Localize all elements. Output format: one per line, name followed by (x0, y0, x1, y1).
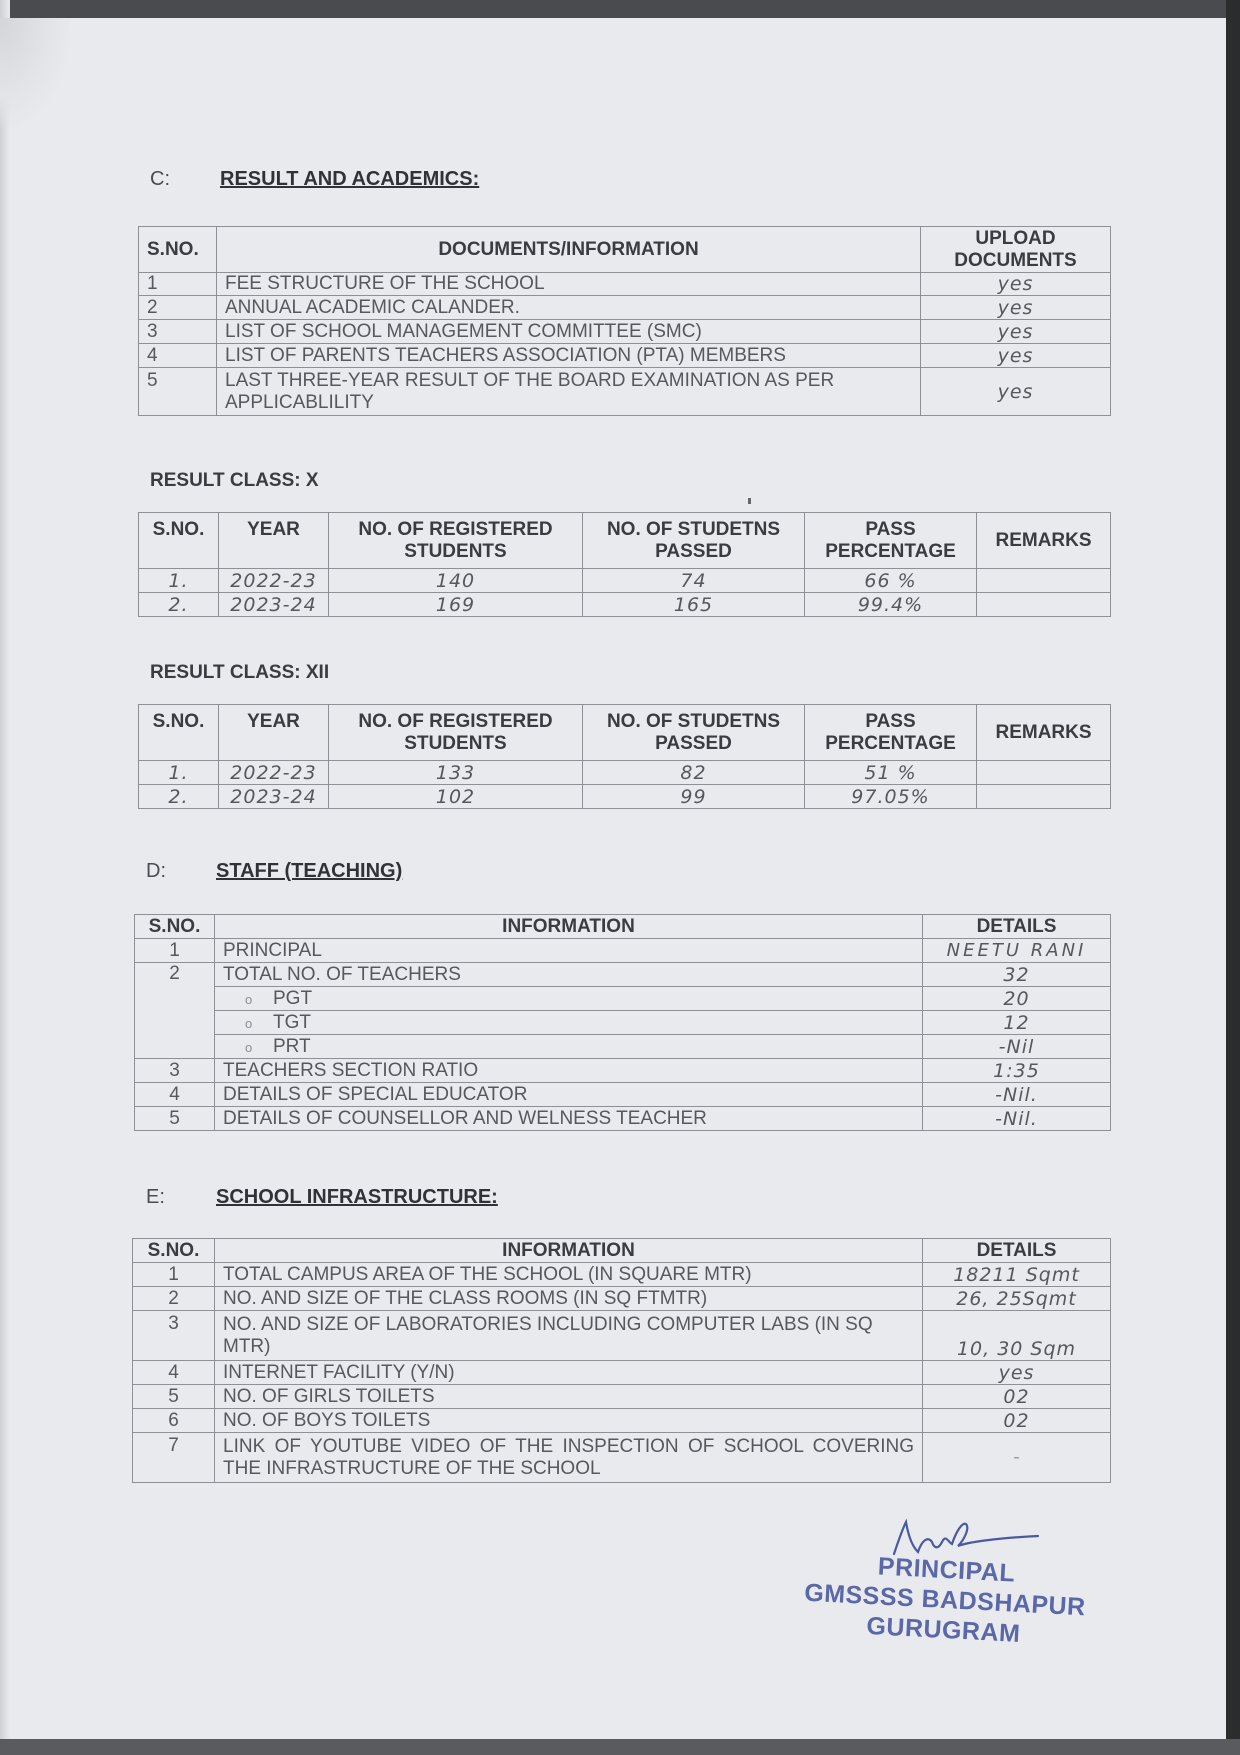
col-header-sno: S.NO. (139, 227, 217, 273)
col-header-percentage: PASS PERCENTAGE (805, 513, 977, 569)
row-remarks (977, 761, 1111, 785)
result-class-xii-heading: RESULT CLASS: XII (150, 662, 330, 683)
row-percentage: 51 % (805, 761, 977, 785)
row-remarks (977, 569, 1111, 593)
row-sno: 1 (139, 273, 217, 296)
row-upload-handwritten: yes (921, 296, 1111, 320)
row-sno: 4 (133, 1361, 215, 1385)
col-header-registered: NO. OF REGISTERED STUDENTS (329, 705, 583, 761)
table-row (139, 368, 1111, 416)
col-header-documents: DOCUMENTS/INFORMATION (217, 227, 921, 273)
section-title: SCHOOL INFRASTRUCTURE: (216, 1186, 498, 1208)
table-row (135, 939, 1111, 963)
row-passed: 82 (583, 761, 805, 785)
row-registered: 140 (329, 569, 583, 593)
col-header-passed: NO. OF STUDETNS PASSED (583, 513, 805, 569)
photo-edge-left (0, 0, 10, 1755)
table-row (133, 1385, 1111, 1409)
row-details-handwritten: -Nil. (923, 1083, 1111, 1107)
row-info-label: TGT (273, 1011, 311, 1033)
table-row (135, 1059, 1111, 1083)
section-letter: C: (150, 168, 170, 190)
row-info: NO. OF GIRLS TOILETS (215, 1385, 923, 1409)
table-row (139, 273, 1111, 296)
row-sno: 7 (133, 1433, 215, 1483)
section-c-heading (150, 168, 479, 191)
table-row (135, 1011, 1111, 1035)
table-row (139, 320, 1111, 344)
table-header-row (135, 915, 1111, 939)
table-row (133, 1263, 1111, 1287)
photo-edge-right (1226, 0, 1240, 1755)
row-sno: 1. (139, 761, 219, 785)
table-row (135, 1083, 1111, 1107)
stamp-line-3: GURUGRAM (865, 1611, 1022, 1648)
row-details-handwritten: 20 (923, 987, 1111, 1011)
row-sno: 1 (135, 939, 215, 963)
section-e-heading (146, 1186, 498, 1209)
table-row (139, 344, 1111, 368)
row-sno: 1 (133, 1263, 215, 1287)
table-row (139, 761, 1111, 785)
photo-edge-bottom (0, 1739, 1240, 1755)
row-upload-handwritten: yes (921, 368, 1111, 416)
staff-teaching-table (134, 914, 1111, 1131)
section-title: STAFF (TEACHING) (216, 860, 403, 882)
row-upload-handwritten: yes (921, 273, 1111, 296)
stamp-line-1: PRINCIPAL (877, 1552, 1016, 1588)
table-row (135, 987, 1111, 1011)
row-details-handwritten: 10, 30 Sqm (923, 1311, 1111, 1361)
row-info: NO. OF BOYS TOILETS (215, 1409, 923, 1433)
row-details-handwritten: 02 (923, 1409, 1111, 1433)
col-header-year: YEAR (219, 705, 329, 761)
table-row (133, 1433, 1111, 1483)
row-sno: 3 (135, 1059, 215, 1083)
table-row (133, 1287, 1111, 1311)
result-academics-table (138, 226, 1111, 416)
row-details-handwritten: NEETU RANI (923, 939, 1111, 963)
row-sno: 5 (133, 1385, 215, 1409)
result-class-xii-table (138, 704, 1111, 809)
row-sno: 2. (139, 785, 219, 809)
col-header-information: INFORMATION (215, 915, 923, 939)
col-header-remarks: REMARKS (977, 513, 1111, 569)
row-details-handwritten: 1:35 (923, 1059, 1111, 1083)
section-title: RESULT AND ACADEMICS: (220, 168, 480, 190)
row-passed: 99 (583, 785, 805, 809)
col-header-passed: NO. OF STUDETNS PASSED (583, 705, 805, 761)
row-passed: 74 (583, 569, 805, 593)
table-row (139, 785, 1111, 809)
row-passed: 165 (583, 593, 805, 617)
row-upload-handwritten: yes (921, 344, 1111, 368)
row-info: PRINCIPAL (215, 939, 923, 963)
col-header-sno: S.NO. (135, 915, 215, 939)
row-details: - (923, 1433, 1111, 1483)
result-class-x-table (138, 512, 1111, 617)
table-header-row (139, 705, 1111, 761)
row-info: TOTAL CAMPUS AREA OF THE SCHOOL (IN SQUARE MTR) (215, 1263, 923, 1287)
row-details-handwritten: 26, 25Sqmt (923, 1287, 1111, 1311)
table-header-row (133, 1239, 1111, 1263)
row-info: ANNUAL ACADEMIC CALANDER. (217, 296, 921, 320)
row-info: LINK OF YOUTUBE VIDEO OF THE INSPECTION OF SCHOOL COVERING THE INFRASTRUCTURE OF THE SCHOOL (215, 1433, 923, 1483)
row-year: 2023-24 (219, 593, 329, 617)
bullet-circle: o (245, 991, 253, 1007)
row-sno: 3 (139, 320, 217, 344)
col-header-sno: S.NO. (139, 705, 219, 761)
row-details-handwritten: -Nil. (923, 1107, 1111, 1131)
row-info: LAST THREE-YEAR RESULT OF THE BOARD EXAMINATION AS PER APPLICABLILITY (217, 368, 921, 416)
ink-speck (748, 498, 751, 504)
table-header-row (139, 513, 1111, 569)
table-row (139, 296, 1111, 320)
row-remarks (977, 785, 1111, 809)
row-info-sub (215, 1035, 923, 1059)
principal-stamp (798, 1547, 1092, 1652)
col-header-details: DETAILS (923, 915, 1111, 939)
row-info-sub (215, 987, 923, 1011)
row-sno: 1. (139, 569, 219, 593)
col-header-remarks: REMARKS (977, 705, 1111, 761)
table-row (135, 963, 1111, 987)
row-sno: 2 (135, 963, 215, 1059)
row-info-sub (215, 1011, 923, 1035)
col-header-year: YEAR (219, 513, 329, 569)
stamp-line-2: GMSSSS BADSHAPUR (803, 1578, 1087, 1622)
table-row (135, 1035, 1111, 1059)
row-registered: 133 (329, 761, 583, 785)
table-row (139, 593, 1111, 617)
row-details-handwritten: 12 (923, 1011, 1111, 1035)
table-row (135, 1107, 1111, 1131)
row-remarks (977, 593, 1111, 617)
row-percentage: 97.05% (805, 785, 977, 809)
result-class-x-heading: RESULT CLASS: X (150, 470, 319, 491)
col-header-sno: S.NO. (139, 513, 219, 569)
row-info: NO. AND SIZE OF THE CLASS ROOMS (IN SQ FTMTR) (215, 1287, 923, 1311)
paper-fold-shadow (0, 18, 70, 128)
row-info: FEE STRUCTURE OF THE SCHOOL (217, 273, 921, 296)
row-details-handwritten: 02 (923, 1385, 1111, 1409)
row-info-label: PGT (273, 987, 313, 1009)
row-sno: 5 (139, 368, 217, 416)
row-info: DETAILS OF SPECIAL EDUCATOR (215, 1083, 923, 1107)
row-sno: 5 (135, 1107, 215, 1131)
col-header-registered: NO. OF REGISTERED STUDENTS (329, 513, 583, 569)
row-info: TOTAL NO. OF TEACHERS (215, 963, 923, 987)
row-details-handwritten: yes (923, 1361, 1111, 1385)
row-year: 2023-24 (219, 785, 329, 809)
col-header-upload: UPLOAD DOCUMENTS (921, 227, 1111, 273)
row-sno: 2 (133, 1287, 215, 1311)
row-info: LIST OF SCHOOL MANAGEMENT COMMITTEE (SMC) (217, 320, 921, 344)
bullet-circle: o (245, 1039, 253, 1055)
row-sno: 4 (139, 344, 217, 368)
row-info: TEACHERS SECTION RATIO (215, 1059, 923, 1083)
row-registered: 102 (329, 785, 583, 809)
col-header-percentage: PASS PERCENTAGE (805, 705, 977, 761)
row-sno: 4 (135, 1083, 215, 1107)
row-info: DETAILS OF COUNSELLOR AND WELNESS TEACHER (215, 1107, 923, 1131)
bullet-circle: o (245, 1015, 253, 1031)
row-sno: 3 (133, 1311, 215, 1361)
row-details-handwritten: 32 (923, 963, 1111, 987)
table-row (139, 569, 1111, 593)
row-details-handwritten: 18211 Sqmt (923, 1263, 1111, 1287)
row-info: NO. AND SIZE OF LABORATORIES INCLUDING COMPUTER LABS (IN SQ MTR) (215, 1311, 923, 1361)
row-percentage: 66 % (805, 569, 977, 593)
col-header-details: DETAILS (923, 1239, 1111, 1263)
row-percentage: 99.4% (805, 593, 977, 617)
row-info-label: PRT (273, 1035, 311, 1057)
section-d-heading (146, 860, 402, 883)
table-row (133, 1409, 1111, 1433)
row-info: INTERNET FACILITY (Y/N) (215, 1361, 923, 1385)
row-details-handwritten: -Nil (923, 1035, 1111, 1059)
row-year: 2022-23 (219, 761, 329, 785)
row-info: LIST OF PARENTS TEACHERS ASSOCIATION (PTA) MEMBERS (217, 344, 921, 368)
row-sno: 2 (139, 296, 217, 320)
table-row (133, 1361, 1111, 1385)
table-header-row (139, 227, 1111, 273)
row-registered: 169 (329, 593, 583, 617)
school-infrastructure-table (132, 1238, 1111, 1483)
row-sno: 2. (139, 593, 219, 617)
row-upload-handwritten: yes (921, 320, 1111, 344)
section-letter: D: (146, 860, 166, 882)
col-header-sno: S.NO. (133, 1239, 215, 1263)
col-header-information: INFORMATION (215, 1239, 923, 1263)
photo-edge-top (0, 0, 1240, 18)
row-year: 2022-23 (219, 569, 329, 593)
row-sno: 6 (133, 1409, 215, 1433)
section-letter: E: (146, 1186, 165, 1208)
table-row (133, 1311, 1111, 1361)
